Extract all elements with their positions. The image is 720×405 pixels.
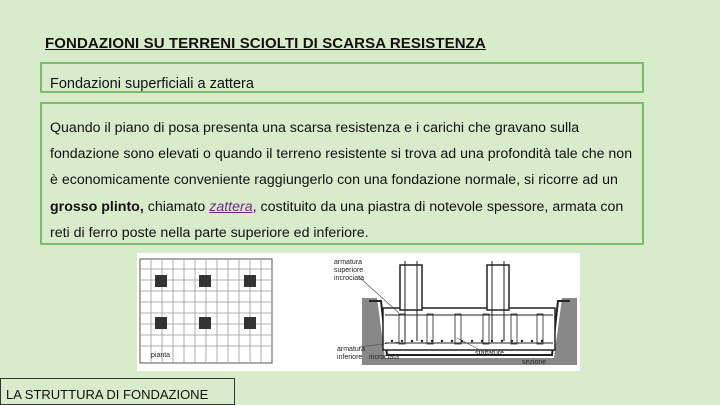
- label-top-3: incrociata: [334, 275, 364, 282]
- label-bottom-3: incrociata: [369, 354, 399, 361]
- label-bottom-1: armatura: [337, 346, 366, 353]
- paragraph-bold: grosso plinto,: [50, 198, 144, 215]
- paragraph-part3: , costituito da una piastra di notevole spessore, armata con reti di ferro poste nella parte superiore ed inferiore.: [50, 198, 624, 241]
- label-bottom-2: inferiore: [337, 354, 363, 361]
- label-staffature: staffature: [475, 350, 505, 357]
- paragraph-part2: chiamato: [143, 198, 210, 215]
- label-top-1: armatura: [334, 259, 363, 266]
- section-view: [334, 259, 577, 366]
- description-box: [40, 102, 644, 245]
- subtitle: Fondazioni superficiali a zattera: [50, 76, 254, 92]
- subtitle-box: [40, 62, 644, 93]
- label-top-2: superiore: [334, 267, 364, 274]
- raft-foundation-drawing: [137, 253, 580, 371]
- slide-title: FONDAZIONI SU TERRENI SCIOLTI DI SCARSA RESISTENZA: [45, 35, 486, 52]
- plan-view: [140, 259, 272, 363]
- zattera-link[interactable]: zattera: [209, 198, 253, 215]
- label-sezione: sezione: [522, 359, 547, 366]
- raft-foundation-figure: [137, 253, 580, 371]
- footer-label: LA STRUTTURA DI FONDAZIONE: [0, 378, 235, 405]
- paragraph-part1: Quando il piano di posa presenta una scarsa resistenza e i carichi che gravano sulla fondazione sono elevati o quando il terreno resistente si trova ad una profondità tale che non è economicamente conveniente raggiungerlo con una fondazione normale, si ricorre ad un: [50, 120, 633, 189]
- plan-label: pianta: [151, 352, 171, 359]
